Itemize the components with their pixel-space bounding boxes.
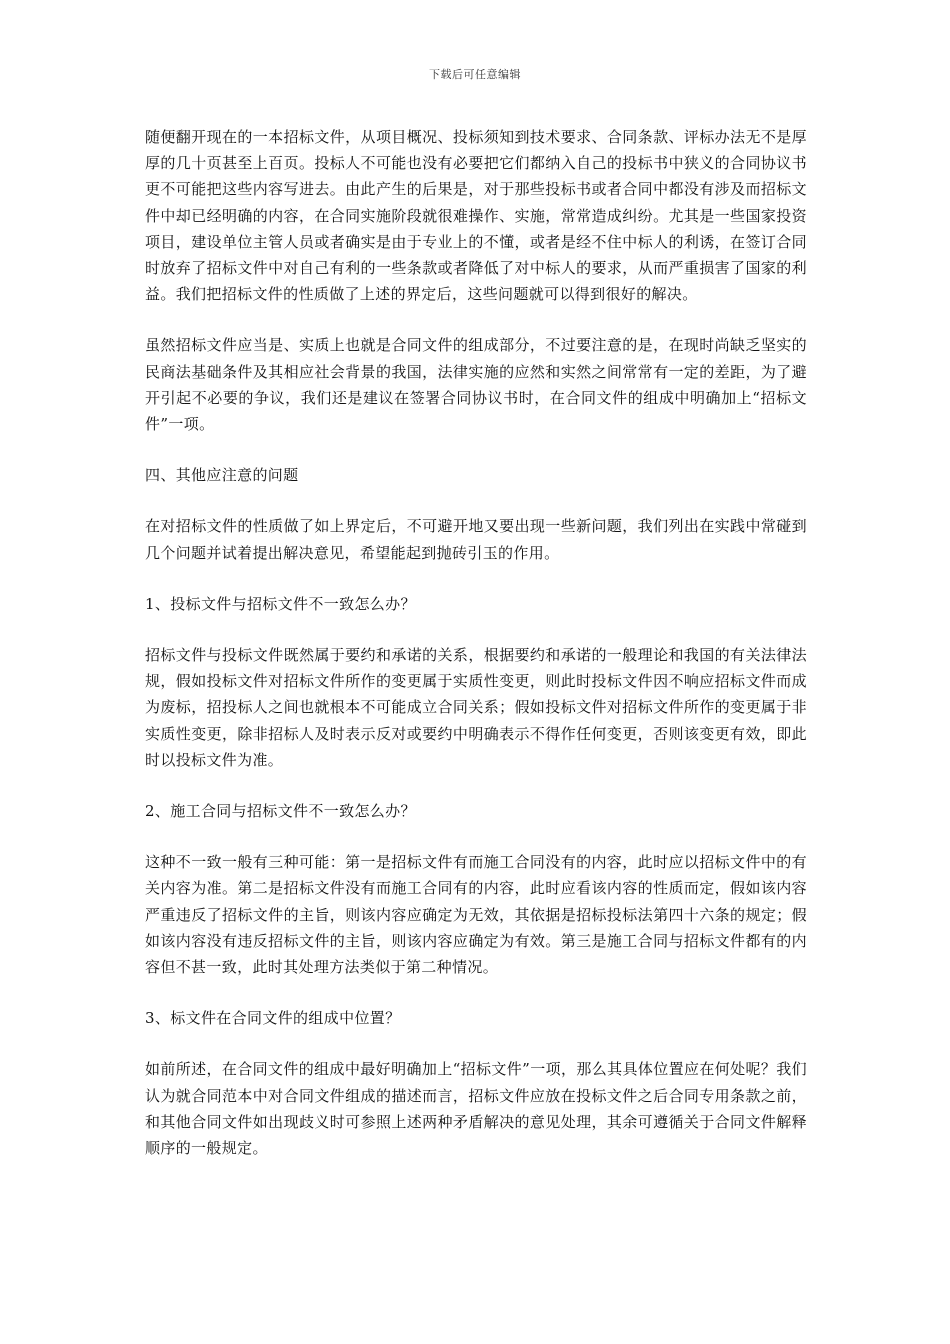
question-heading-1: 1、投标文件与招标文件不一致怎么办？ [145, 594, 416, 613]
paragraph-6: 如前所述，在合同文件的组成中最好明确加上“招标文件”一项，那么其具体位置应在何处呢？我们认为就合同范本中对合同文件组成的描述而言，招标文件应放在投标文件之后合同专用条款之前，和其他合同文件如出现歧义时可参照上述两种矛盾解决的意见处理，其余可遵循关于合同文件解释顺序的一般规定。 [145, 1060, 807, 1158]
document-body [145, 124, 807, 1186]
header-note: 下载后可任意编辑 [429, 68, 521, 81]
paragraph-5: 这种不一致一般有三种可能：第一是招标文件有而施工合同没有的内容，此时应以招标文件中的有关内容为准。第二是招标文件没有而施工合同有的内容，此时应看该内容的性质而定，假如该内容严重违反了招标文件的主旨，则该内容应确定为无效，其依据是招标投标法第四十六条的规定；假如该内容没有违反招标文件的主旨，则该内容应确定为有效。第三是施工合同与招标文件都有的内容但不甚一致，此时其处理方法类似于第二种情况。 [145, 853, 807, 977]
paragraph-1: 随便翻开现在的一本招标文件，从项目概况、投标须知到技术要求、合同条款、评标办法无不是厚厚的几十页甚至上百页。投标人不可能也没有必要把它们都纳入自己的投标书中狭义的合同协议书更不可能把这些内容写进去。由此产生的后果是，对于那些投标书或者合同中都没有涉及而招标文件中却已经明确的内容，在合同实施阶段就很难操作、实施，常常造成纠纷。尤其是一些国家投资项目，建设单位主管人员或者确实是由于专业上的不懂，或者是经不住中标人的利诱，在签订合同时放弃了招标文件中对自己有利的一些条款或者降低了对中标人的要求，从而严重损害了国家的利益。我们把招标文件的性质做了上述的界定后，这些问题就可以得到很好的解决。 [145, 128, 807, 304]
section-heading-4: 四、其他应注意的问题 [145, 466, 299, 485]
paragraph-4: 招标文件与投标文件既然属于要约和承诺的关系，根据要约和承诺的一般理论和我国的有关法律法规，假如投标文件对招标文件所作的变更属于实质性变更，则此时投标文件因不响应招标文件而成为废标，招投标人之间也就根本不可能成立合同关系；假如投标文件对招标文件所作的变更属于非实质性变更，除非招标人及时表示反对或要约中明确表示不得作任何变更，否则该变更有效，即此时以投标文件为准。 [145, 646, 807, 769]
question-heading-3: 3、标文件在合同文件的组成中位置？ [145, 1009, 401, 1028]
paragraph-2: 虽然招标文件应当是、实质上也就是合同文件的组成部分，不过要注意的是，在现时尚缺乏坚实的民商法基础条件及其相应社会背景的我国，法律实施的应然和实然之间常常有一定的差距，为了避开引起不必要的争议，我们还是建议在签署合同协议书时，在合同文件的组成中明确加上“招标文件”一项。 [145, 336, 807, 434]
paragraph-3: 在对招标文件的性质做了如上界定后，不可避开地又要出现一些新问题，我们列出在实践中常碰到几个问题并试着提出解决意见，希望能起到抛砖引玉的作用。 [145, 517, 807, 562]
question-heading-2: 2、施工合同与招标文件不一致怎么办？ [145, 802, 416, 821]
